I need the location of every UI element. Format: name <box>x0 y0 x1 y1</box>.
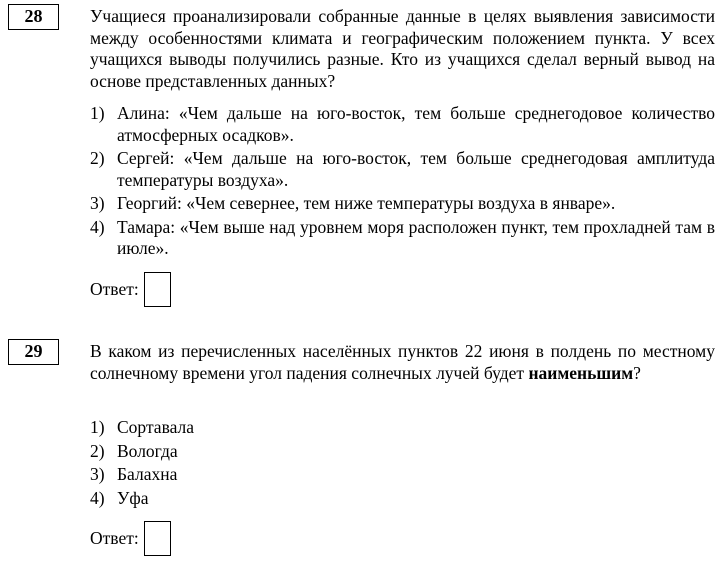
option-number: 4) <box>90 487 105 508</box>
option-text: Балахна <box>117 464 178 484</box>
question-number-28: 28 <box>8 4 59 30</box>
option-number: 1) <box>90 103 105 123</box>
option-text: Уфа <box>117 487 149 508</box>
option-text: Сортавала <box>117 417 195 437</box>
option-number: 1) <box>90 417 105 437</box>
option-29-4 <box>90 488 715 510</box>
option-text: Алина: «Чем дальше на юго-восток, тем больше среднегодовое количество атмосферных осадков». <box>117 103 715 145</box>
option-text: Георгий: «Чем севернее, тем ниже температуры воздуха в январе». <box>117 193 616 213</box>
question-text-28: Учащиеся проанализировали собранные данные в целях выявления зависимости между особенностями климата и географическим положением пункта. У всех учащихся выводы получились разные. Кто из учащихся сделал верный вывод на основе представленных данных? <box>90 6 715 91</box>
question-text-main: В каком из перечисленных населённых пунктов 22 июня в полдень по местному солнечному времени угол падения солнечных лучей будет <box>90 341 715 383</box>
option-28-2 <box>90 148 715 191</box>
option-29-2 <box>90 441 715 463</box>
question-text-end: ? <box>633 362 641 383</box>
answer-box-29[interactable] <box>144 521 171 556</box>
answer-label: Ответ: <box>90 279 139 299</box>
option-28-1 <box>90 103 715 146</box>
option-28-3 <box>90 193 715 215</box>
option-28-4 <box>90 217 715 260</box>
option-text: Тамара: «Чем выше над уровнем моря расположен пункт, тем прохладней там в июле». <box>117 216 715 258</box>
answer-label: Ответ: <box>90 528 139 548</box>
option-number: 4) <box>90 216 105 237</box>
question-number-29: 29 <box>8 339 59 365</box>
options-list-29 <box>90 417 715 509</box>
option-text: Вологда <box>117 440 178 461</box>
options-list-28 <box>90 103 715 260</box>
option-number: 2) <box>90 440 105 461</box>
answer-box-28[interactable] <box>144 272 171 307</box>
option-29-1 <box>90 417 715 439</box>
option-number: 3) <box>90 193 105 213</box>
answer-row-28 <box>90 272 171 307</box>
question-text-emphasis: наименьшим <box>528 362 634 383</box>
option-29-3 <box>90 464 715 486</box>
answer-row-29 <box>90 521 171 556</box>
question-text-29 <box>90 341 715 384</box>
option-number: 3) <box>90 464 105 484</box>
option-number: 2) <box>90 148 105 168</box>
option-text: Сергей: «Чем дальше на юго-восток, тем больше среднегодовая амплитуда температуры воздуха». <box>117 148 715 190</box>
